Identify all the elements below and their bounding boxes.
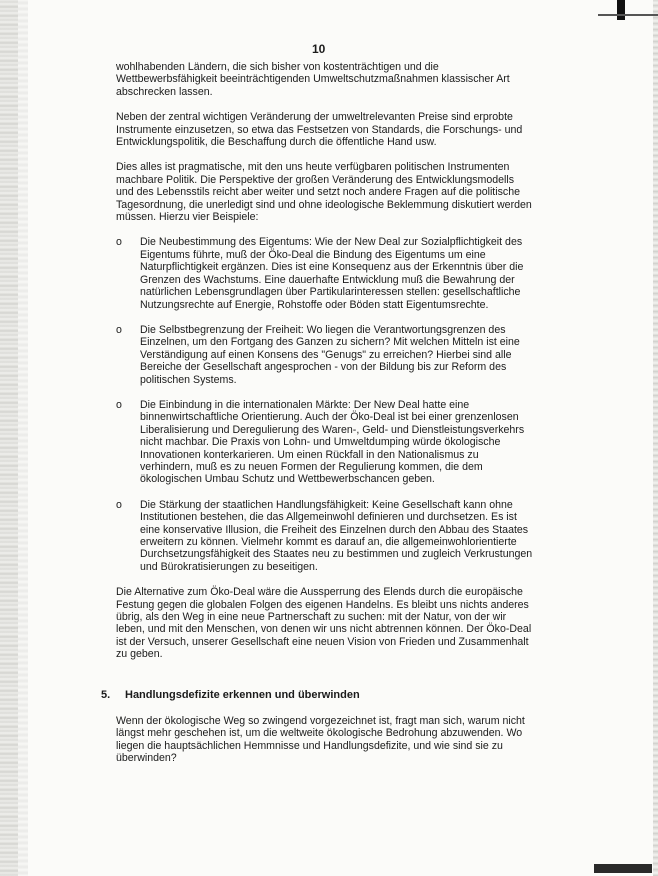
bullet-text-freiheit: Die Selbstbegrenzung der Freiheit: Wo liegen die Verantwortungsgrenzen des Einzelnen, um den Fortgang des Ganzen zu sichern? Mit welchen Mitteln ist eine Verständigung auf einen Konsens des "Genugs" zu erreichen? Hierbei sind alle Bereiche der Gesellschaft angesprochen - von der Bildung bis zur Reform des politischen Systems. [140, 323, 520, 386]
scan-corner-mark [617, 0, 625, 20]
bullet-text-maerkte: Die Einbindung in die internationalen Märkte: Der New Deal hatte eine binnenwirtschaftliche Orientierung. Auch der Öko-Deal ist bei einer grenzenlosen Liberalisierung und Deregulierung des Waren-, Geld- und Dienstleistungsverkehrs nicht machbar. Die Praxis von Lohn- und Umweltdumping würde ökologische Innovationen konterkarieren. Um einen Rückfall in den Nationalismus zu verhindern, muß es zu neuen Formen der Regulierung kommen, die dem ökologischen Umbau Schutz und Wettbewerbschancen geben. [140, 398, 525, 486]
page-number: 10 [312, 42, 326, 56]
scan-edge-right [653, 0, 658, 876]
bullet-marker: o [116, 398, 122, 411]
paragraph-intro-1: wohlhabenden Ländern, die sich bisher von kostenträchtigen und die Wettbewerbsfähigkeit beeinträchtigenden Umweltschutzmaßnahmen klassischer Art abschrecken lassen. [116, 61, 510, 98]
scan-edge-left [0, 0, 18, 876]
bullet-marker: o [116, 498, 122, 511]
paragraph-intro-3: Dies alles ist pragmatische, mit den uns heute verfügbaren politischen Instrumenten machbare Politik. Die Perspektive der großen Veränderung des Entwicklungsmodells und des Lebensstils reicht aber weiter und setzt noch andere Fragen auf die politische Tagesordnung, die unerledigt sind und ohne ideologische Beklemmung diskutiert werden müssen. Hierzu vier Beispiele: [116, 161, 532, 224]
list-item [116, 399, 534, 486]
paragraph-intro-2: Neben der zentral wichtigen Veränderung der umweltrelevanten Preise sind erprobte Instrumente einzusetzen, so etwa das Festsetzen von Standards, die Forschungs- und Entwicklungspolitik, die Beschaffung durch die öffentliche Hand usw. [116, 111, 523, 149]
section-number: 5. [101, 688, 111, 701]
section-title: Handlungsdefizite erkennen und überwinden [125, 688, 360, 701]
bullet-text-staat: Die Stärkung der staatlichen Handlungsfähigkeit: Keine Gesellschaft kann ohne Institutionen bestehen, die das Allgemeinwohl definieren und durchsetzen. Es ist eine konservative Illusion, die Freiheit des Einzelnen durch den Abbau des Staates erweitern zu können. Vielmehr kommt es darauf an, die allgemeinwohlorientierte Durchsetzungsfähigkeit des Staates neu zu bestimmen und zugleich Verkrustungen und Bürokratisierungen zu beseitigen. [140, 498, 533, 573]
list-item [116, 236, 534, 310]
list-item [116, 499, 534, 573]
bullet-text-eigentum: Die Neubestimmung des Eigentums: Wie der New Deal zur Sozialpflichtigkeit des Eigentums führte, muß der Öko-Deal die Bindung des Eigentums um eine Naturpflichtigkeit ergänzen. Dies ist eine Konsequenz aus der Erkenntnis über die Grenzen des Wachstums. Eine dauerhafte Entwicklung muß die Bewahrung der natürlichen Lebensgrundlagen über Partikularinteressen stellen: gesellschaftliche Nutzungsrechte auf Energie, Rohstoffe oder Böden statt Eigentumsrechte. [140, 236, 524, 311]
paragraph-section-5: Wenn der ökologische Weg so zwingend vorgezeichnet ist, fragt man sich, warum nicht längst mehr geschehen ist, um die weltweite ökologische Bedrohung abzuwenden. Wo liegen die hauptsächlichen Hemmnisse und Handlungsdefizite, und wie sind sie zu überwinden? [116, 715, 525, 765]
document-body [101, 61, 534, 778]
bullet-marker: o [116, 236, 122, 249]
paragraph-alternative: Die Alternative zum Öko-Deal wäre die Aussperrung des Elends durch die europäische Festung gegen die globalen Folgen des eigenen Handelns. Es bleibt uns nichts anderes übrig, als den Weg in eine neue Partnerschaft zu suchen: mit der Natur, von der wir leben, und mit den Menschen, von denen wir uns nicht abtrennen können. Der Öko-Deal ist der Versuch, unserer Gesellschaft eine neuen Vision von Frieden und Zusammenhalt zu geben. [116, 586, 532, 661]
scan-edge-left-inner [18, 0, 28, 876]
scan-bottom-stamp [594, 864, 652, 873]
section-heading [101, 689, 534, 701]
scan-corner-line [598, 14, 658, 16]
bullet-marker: o [116, 323, 122, 336]
list-item [116, 324, 534, 386]
